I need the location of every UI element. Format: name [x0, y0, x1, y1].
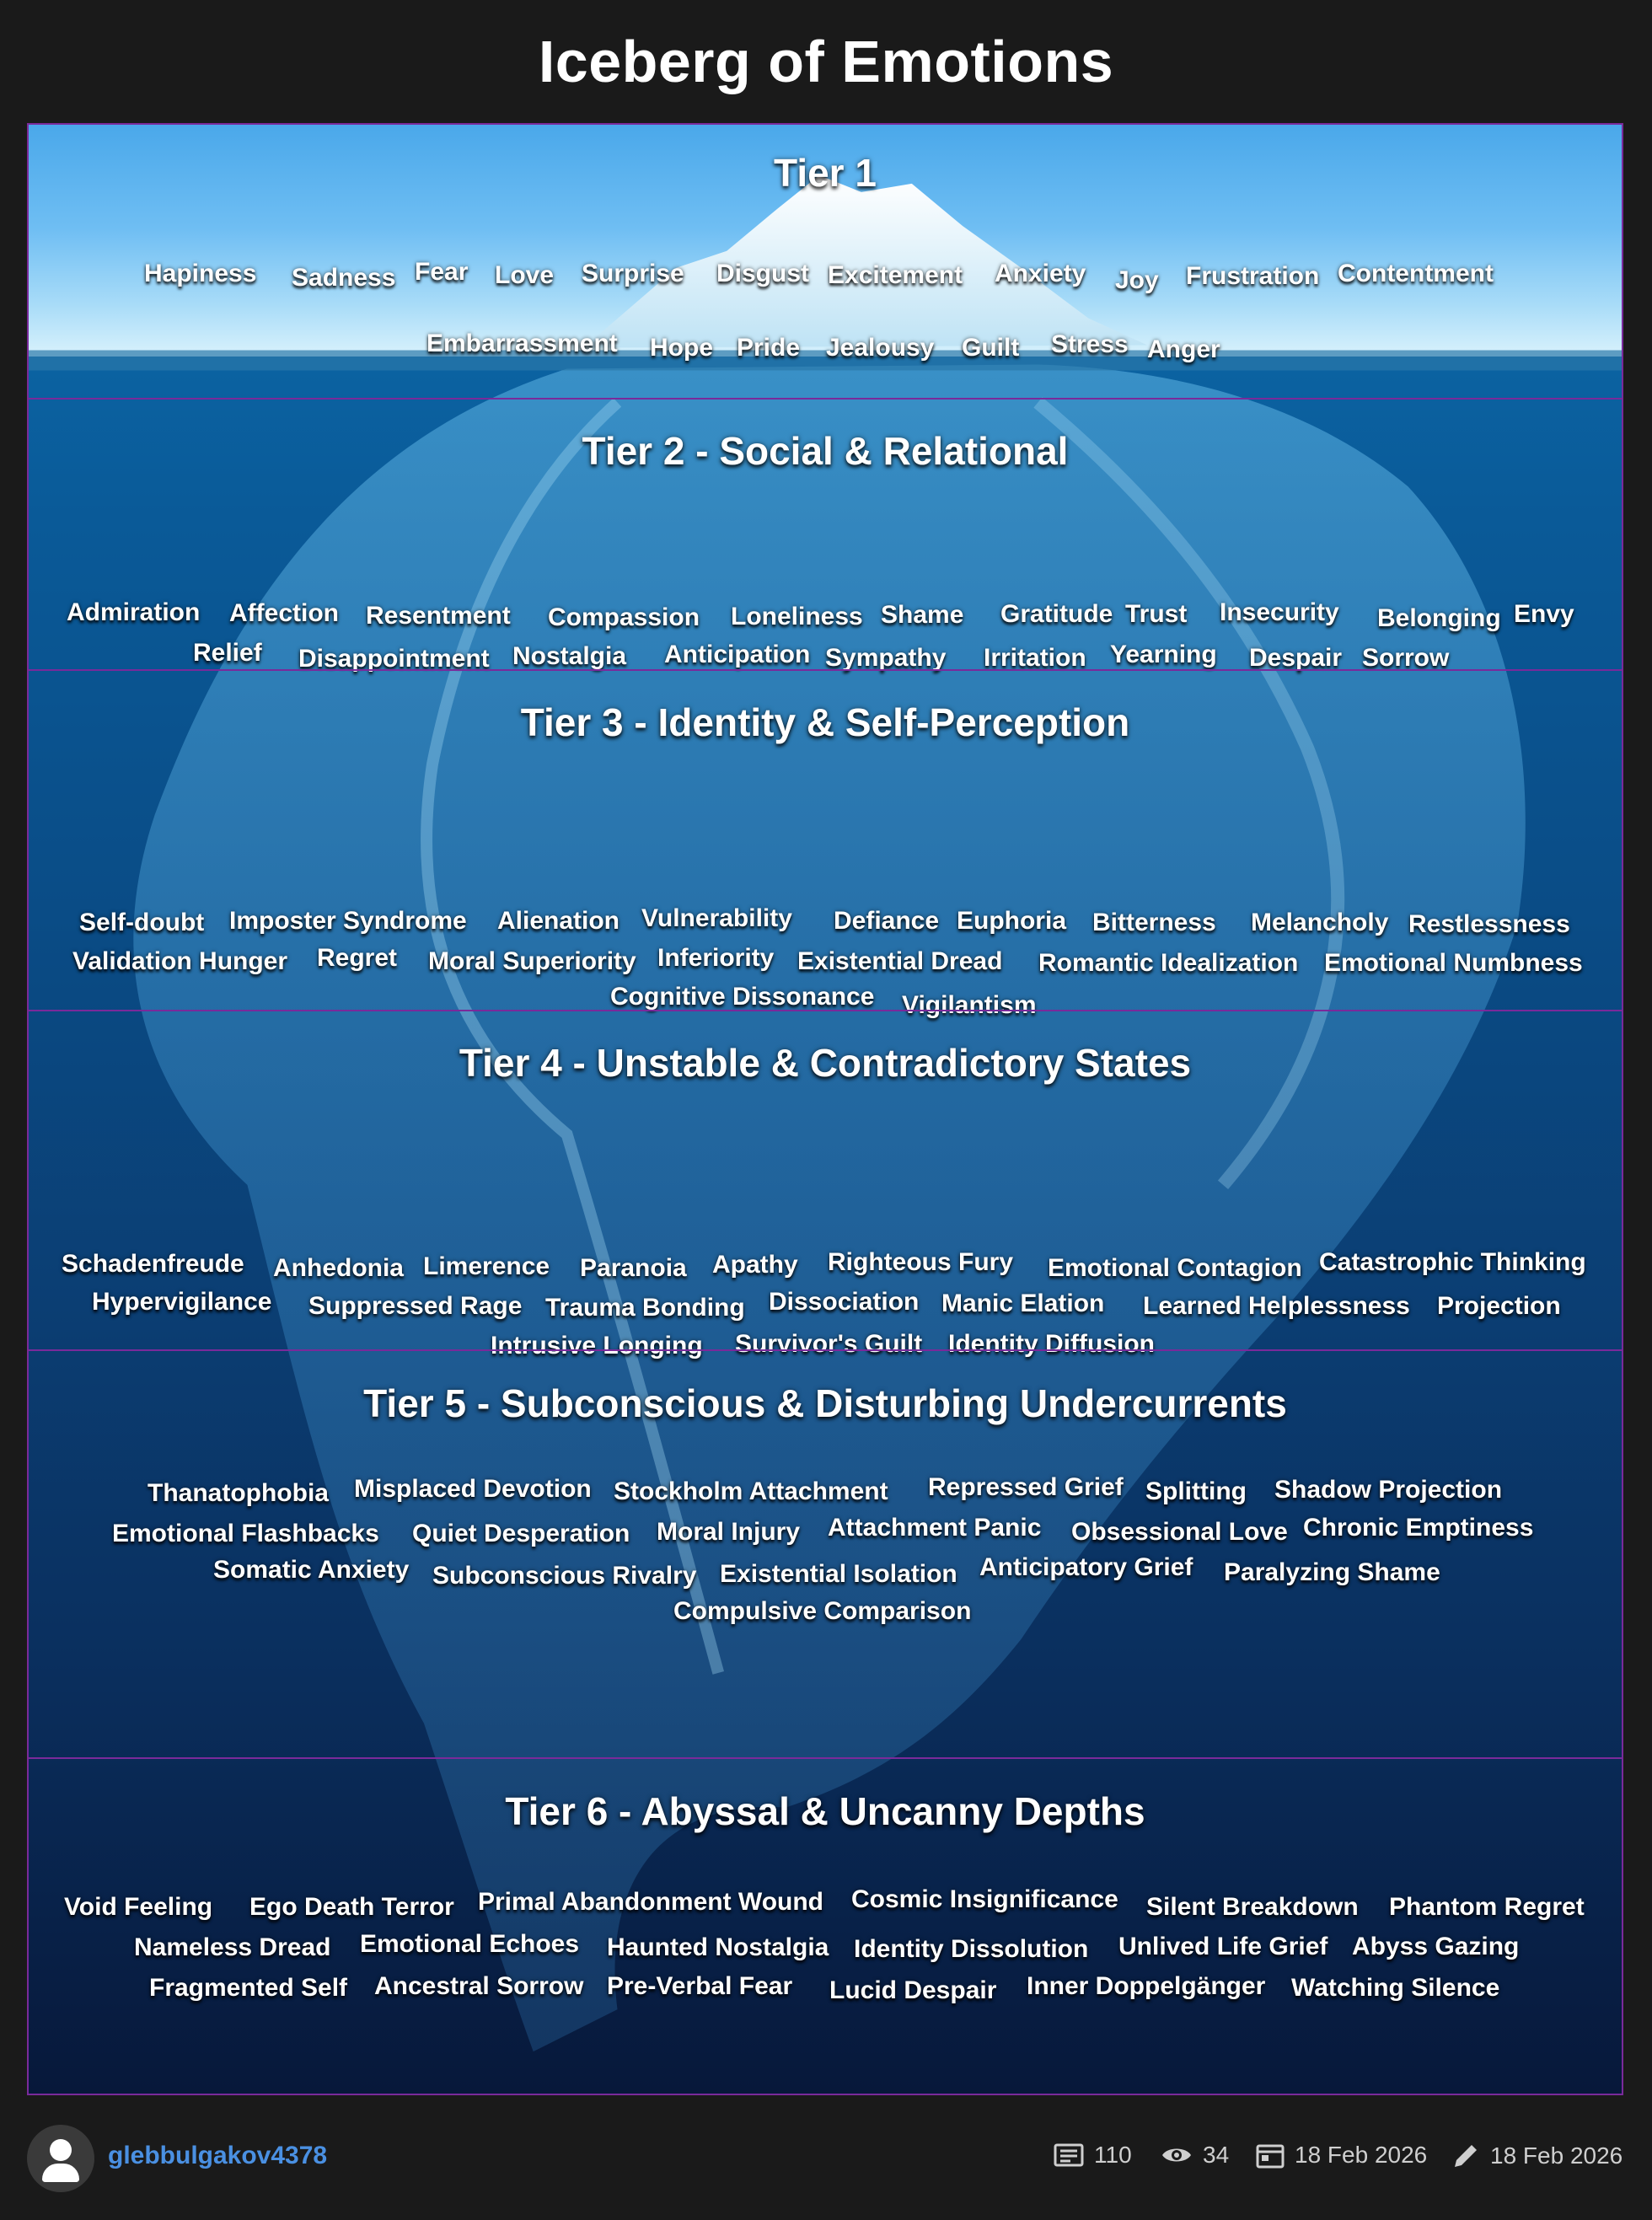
emotion-label: Cognitive Dissonance	[610, 983, 875, 1011]
tier-title: Tier 1	[774, 151, 877, 195]
tier-3	[29, 669, 1622, 1019]
emotion-label: Insecurity	[1220, 598, 1339, 626]
emotion-label: Paralyzing Shame	[1224, 1558, 1440, 1586]
emotion-label: Admiration	[67, 598, 201, 626]
emotion-label: Anticipation	[664, 641, 811, 668]
view-count	[1161, 2142, 1229, 2169]
emotion-label: Ancestral Sorrow	[374, 1972, 584, 2000]
emotion-label: Despair	[1249, 644, 1343, 672]
emotion-label: Inferiority	[657, 944, 775, 972]
emotion-label: Disgust	[716, 260, 810, 287]
emotion-label: Ego Death Terror	[249, 1893, 454, 1921]
tier-5	[29, 1349, 1622, 1757]
post-footer	[0, 2095, 1652, 2220]
emotion-label: Compulsive Comparison	[673, 1597, 972, 1625]
emotion-label: Melancholy	[1251, 909, 1389, 936]
emotion-label: Emotional Flashbacks	[112, 1520, 379, 1547]
emotion-label: Void Feeling	[64, 1893, 213, 1921]
pencil-icon	[1451, 2142, 1480, 2170]
emotion-label: Nostalgia	[512, 642, 627, 670]
emotion-label: Hope	[650, 334, 713, 362]
emotion-label: Emotional Numbness	[1324, 949, 1583, 977]
emotion-label: Irritation	[984, 644, 1086, 672]
emotion-label: Dissociation	[769, 1288, 920, 1316]
page-title: Iceberg of Emotions	[538, 29, 1114, 94]
emotion-label: Fear	[415, 258, 469, 286]
iceberg-chart	[27, 123, 1623, 2095]
emotion-label: Anticipatory Grief	[979, 1553, 1193, 1581]
emotion-label: Sorrow	[1362, 644, 1450, 672]
emotion-label: Abyss Gazing	[1352, 1933, 1520, 1960]
emotion-label: Moral Injury	[657, 1518, 801, 1546]
created-date	[1256, 2142, 1427, 2169]
emotion-label: Stress	[1051, 330, 1129, 358]
emotion-label: Sadness	[292, 264, 396, 292]
tier-title: Tier 2 - Social & Relational	[582, 429, 1069, 473]
emotion-label: Shame	[881, 601, 964, 629]
emotion-label: Subconscious Rivalry	[432, 1562, 697, 1590]
emotion-label: Envy	[1514, 600, 1574, 628]
emotion-label: Euphoria	[957, 907, 1067, 935]
emotion-label: Sympathy	[825, 644, 947, 672]
tier-title: Tier 4 - Unstable & Contradictory States	[459, 1041, 1192, 1085]
emotion-label: Loneliness	[731, 603, 863, 630]
emotion-label: Imposter Syndrome	[229, 907, 467, 935]
avatar-icon[interactable]	[27, 2125, 94, 2192]
emotion-label: Validation Hunger	[72, 947, 288, 975]
emotion-label: Embarrassment	[426, 330, 618, 357]
edited-date	[1451, 2142, 1622, 2170]
emotion-label: Trust	[1125, 600, 1188, 628]
calendar-icon	[1256, 2142, 1285, 2169]
created-date-value: 18 Feb 2026	[1295, 2142, 1428, 2168]
emotion-label: Phantom Regret	[1389, 1893, 1585, 1921]
comment-icon	[1054, 2142, 1084, 2168]
emotion-label: Existential Isolation	[720, 1560, 957, 1588]
emotion-label: Belonging	[1377, 604, 1501, 632]
emotion-label: Lucid Despair	[829, 1976, 997, 2004]
emotion-label: Hypervigilance	[92, 1288, 272, 1316]
emotion-label: Anger	[1147, 335, 1220, 363]
tier-title: Tier 6 - Abyssal & Uncanny Depths	[505, 1789, 1145, 1833]
emotion-label: Chronic Emptiness	[1303, 1514, 1534, 1542]
emotion-label: Manic Elation	[941, 1290, 1105, 1317]
emotion-label: Watching Silence	[1291, 1974, 1500, 2002]
emotion-label: Emotional Contagion	[1048, 1254, 1302, 1282]
emotion-label: Jealousy	[826, 334, 935, 362]
tier-6	[29, 1757, 1622, 2095]
emotion-label: Repressed Grief	[928, 1473, 1124, 1501]
emotion-label: Inner Doppelgänger	[1027, 1972, 1266, 2000]
comment-count	[1054, 2142, 1132, 2169]
emotion-label: Identity Diffusion	[948, 1330, 1155, 1358]
emotion-label: Regret	[317, 944, 398, 972]
comment-count-value: 110	[1094, 2142, 1132, 2168]
emotion-label: Trauma Bonding	[545, 1294, 745, 1322]
tier-title: Tier 3 - Identity & Self-Perception	[520, 700, 1130, 744]
emotion-label: Cosmic Insignificance	[851, 1885, 1118, 1913]
emotion-label: Obsessional Love	[1071, 1518, 1288, 1546]
edited-date-value: 18 Feb 2026	[1490, 2142, 1623, 2169]
emotion-label: Affection	[229, 599, 339, 627]
emotion-label: Catastrophic Thinking	[1319, 1248, 1586, 1276]
emotion-label: Alienation	[497, 907, 620, 935]
emotion-label: Vulnerability	[641, 904, 792, 932]
emotion-label: Silent Breakdown	[1146, 1893, 1359, 1921]
emotion-label: Love	[495, 261, 555, 289]
emotion-label: Shadow Projection	[1274, 1476, 1503, 1504]
emotion-label: Existential Dread	[797, 947, 1003, 975]
emotion-label: Self-doubt	[79, 909, 205, 936]
tier-title: Tier 5 - Subconscious & Disturbing Undercurrents	[363, 1381, 1287, 1425]
emotion-label: Paranoia	[580, 1254, 687, 1282]
emotion-label: Survivor's Guilt	[735, 1330, 923, 1358]
emotion-label: Disappointment	[298, 645, 490, 673]
emotion-label: Contentment	[1338, 260, 1494, 287]
emotion-label: Attachment Panic	[828, 1514, 1042, 1542]
emotion-label: Vigilantism	[902, 991, 1037, 1019]
emotion-label: Fragmented Self	[149, 1974, 348, 2002]
emotion-label: Somatic Anxiety	[213, 1556, 410, 1584]
emotion-label: Identity Dissolution	[854, 1935, 1089, 1963]
emotion-label: Emotional Echoes	[360, 1930, 580, 1958]
eye-icon	[1161, 2143, 1193, 2167]
tier-4	[29, 1010, 1622, 1359]
emotion-label: Apathy	[712, 1251, 798, 1279]
emotion-label: Relief	[193, 639, 262, 667]
emotion-label: Unlived Life Grief	[1118, 1933, 1328, 1960]
emotion-label: Primal Abandonment Wound	[478, 1888, 823, 1916]
tier-2	[29, 398, 1622, 673]
emotion-label: Limerence	[423, 1252, 550, 1280]
emotion-label: Pre-Verbal Fear	[607, 1972, 793, 2000]
emotion-label: Stockholm Attachment	[614, 1477, 888, 1505]
emotion-label: Splitting	[1145, 1477, 1247, 1505]
emotion-label: Quiet Desperation	[412, 1520, 630, 1547]
emotion-label: Suppressed Rage	[308, 1292, 523, 1320]
emotion-label: Pride	[737, 334, 801, 362]
view-count-value: 34	[1203, 2142, 1230, 2168]
emotion-label: Thanatophobia	[148, 1479, 329, 1507]
emotion-label: Hapiness	[144, 260, 257, 287]
emotion-label: Gratitude	[1000, 600, 1113, 628]
emotion-label: Resentment	[366, 602, 511, 630]
emotion-label: Romantic Idealization	[1038, 949, 1299, 977]
emotion-label: Frustration	[1186, 262, 1320, 290]
emotion-label: Intrusive Longing	[491, 1332, 703, 1359]
emotion-label: Surprise	[582, 260, 684, 287]
tier-1	[29, 125, 1622, 398]
emotion-label: Haunted Nostalgia	[607, 1933, 829, 1961]
emotion-label: Joy	[1115, 266, 1159, 294]
emotion-label: Yearning	[1110, 641, 1217, 668]
emotion-label: Learned Helplessness	[1143, 1292, 1410, 1320]
emotion-label: Misplaced Devotion	[354, 1475, 592, 1503]
emotion-label: Righteous Fury	[828, 1248, 1014, 1276]
emotion-label: Moral Superiority	[428, 947, 636, 975]
emotion-label: Anhedonia	[273, 1254, 404, 1282]
emotion-label: Projection	[1437, 1292, 1561, 1320]
emotion-label: Schadenfreude	[62, 1250, 244, 1278]
emotion-label: Restlessness	[1408, 910, 1570, 938]
emotion-label: Excitement	[828, 261, 963, 289]
emotion-label: Bitterness	[1092, 909, 1216, 936]
emotion-label: Guilt	[962, 334, 1020, 362]
username-link[interactable]: glebbulgakov4378	[108, 2142, 328, 2169]
emotion-label: Compassion	[548, 603, 700, 631]
emotion-label: Defiance	[834, 907, 940, 935]
emotion-label: Nameless Dread	[134, 1933, 331, 1961]
emotion-label: Anxiety	[995, 260, 1086, 287]
